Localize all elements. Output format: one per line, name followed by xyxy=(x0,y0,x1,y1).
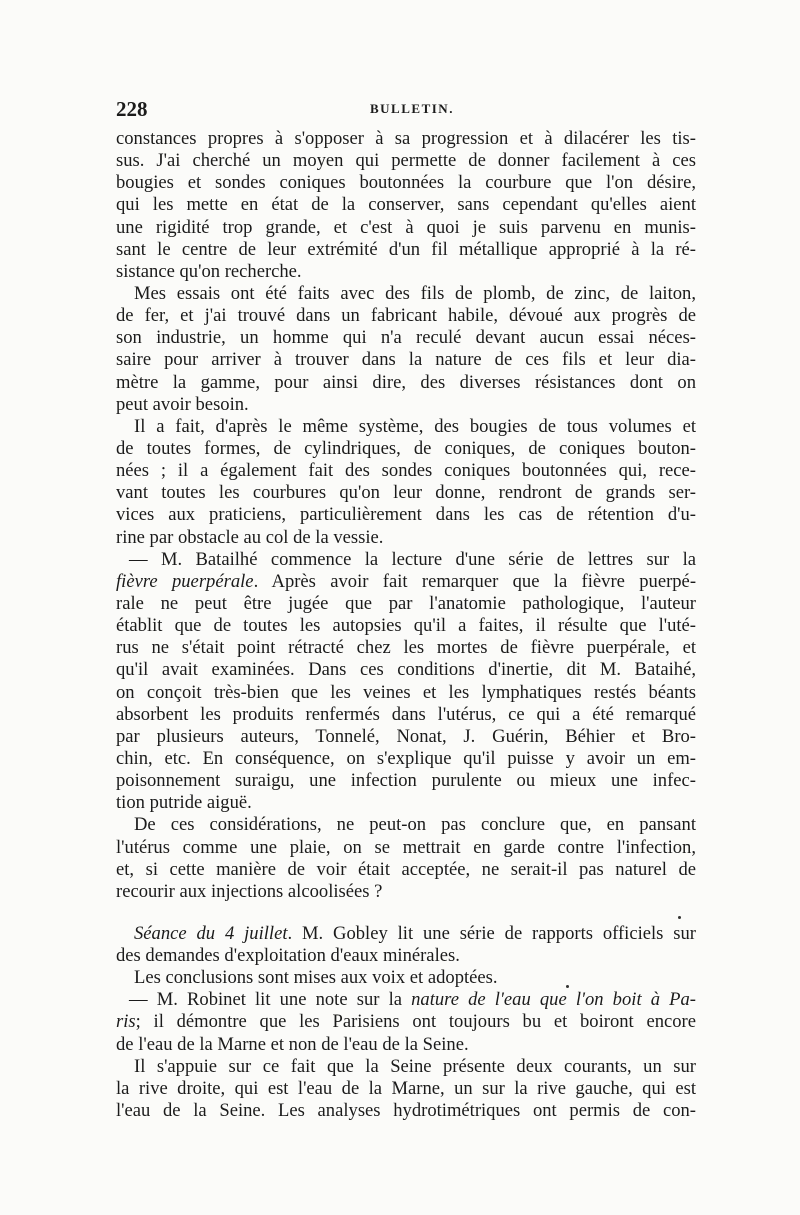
text-line: qu'il avait examinées. Dans ces conditions d'inertie, dit M. Bataihé, xyxy=(116,659,696,681)
text-line: de fer, et j'ai trouvé dans un fabricant habile, dévoué aux progrès de xyxy=(116,305,696,327)
text-line: mètre la gamme, pour ainsi dire, des diverses résistances dont on xyxy=(116,371,696,393)
text-line: bougies et sondes coniques boutonnées la courbure que l'on désire, xyxy=(116,172,696,194)
text-line: ris; il démontre que les Parisiens ont toujours bu et boiront encore xyxy=(116,1011,696,1033)
text-line: constances propres à s'opposer à sa progression et à dilacérer les tis- xyxy=(116,128,696,149)
text-line: sistance qu'on recherche. xyxy=(116,260,302,282)
text-line: Séance du 4 juillet. M. Gobley lit une série de rapports officiels sur xyxy=(134,922,696,944)
text-line: — M. Robinet lit une note sur la nature de l'eau que l'on boit à Pa- xyxy=(129,989,696,1011)
text-line: qui les mette en état de la conserver, sans cependant qu'elles aient xyxy=(116,194,696,216)
text-line: la rive droite, qui est l'eau de la Marne, un sur la rive gauche, qui est xyxy=(116,1077,696,1099)
text-line: une rigidité trop grande, et c'est à quoi je suis parvenu en munis- xyxy=(116,216,696,238)
print-speck xyxy=(678,916,681,919)
text-line: de l'eau de la Marne et non de l'eau de la Seine. xyxy=(116,1033,469,1055)
text-line: par plusieurs auteurs, Tonnelé, Nonat, J. Guérin, Béhier et Bro- xyxy=(116,725,696,747)
text-line: rine par obstacle au col de la vessie. xyxy=(116,526,384,548)
text-line: Il s'appuie sur ce fait que la Seine présente deux courants, un sur xyxy=(134,1055,696,1077)
text-line: de toutes formes, de cylindriques, de coniques, de coniques bouton- xyxy=(116,437,696,459)
page-number: 228 xyxy=(116,97,148,121)
text-line: saire pour arriver à trouver dans la nature de ces fils et leur dia- xyxy=(116,349,696,371)
text-line: son industrie, un homme qui n'a reculé devant aucun essai néces- xyxy=(116,327,696,349)
text-line: l'utérus comme une plaie, on se mettrait en garde contre l'infection, xyxy=(116,836,696,858)
print-speck xyxy=(566,985,569,988)
text-line: sus. J'ai cherché un moyen qui permette de donner facilement à ces xyxy=(116,150,696,172)
body-text xyxy=(116,128,696,1122)
text-line: rale ne peut être jugée que par l'anatomie pathologique, l'auteur xyxy=(116,592,696,614)
text-line: peut avoir besoin. xyxy=(116,393,249,415)
text-line: Les conclusions sont mises aux voix et adoptées. xyxy=(134,967,498,989)
text-line: des demandes d'exploitation d'eaux minérales. xyxy=(116,945,460,967)
text-line: absorbent les produits renfermés dans l'utérus, ce qui a été remarqué xyxy=(116,703,696,725)
text-line: rus ne s'était point rétracté chez les mortes de fièvre puerpérale, et xyxy=(116,637,696,659)
text-line: l'eau de la Seine. Les analyses hydrotimétriques ont permis de con- xyxy=(116,1100,696,1122)
text-line: Il a fait, d'après le même système, des bougies de tous volumes et xyxy=(134,415,696,437)
text-line: tion putride aiguë. xyxy=(116,792,252,814)
page-header xyxy=(116,97,690,121)
text-line: fièvre puerpérale. Après avoir fait remarquer que la fièvre puerpé- xyxy=(116,570,696,592)
text-line: chin, etc. En conséquence, on s'explique qu'il puisse y avoir un em- xyxy=(116,747,696,769)
text-line: vices aux praticiens, particulièrement dans les cas de rétention d'u- xyxy=(116,504,696,526)
running-head: BULLETIN. xyxy=(370,101,454,116)
text-line: et, si cette manière de voir était acceptée, ne serait-il pas naturel de xyxy=(116,858,696,880)
text-line: établit que de toutes les autopsies qu'il a faites, il résulte que l'uté- xyxy=(116,615,696,637)
text-line: — M. Batailhé commence la lecture d'une série de lettres sur la xyxy=(129,548,696,570)
text-line: vant toutes les courbures qu'on leur donne, rendront de grands ser- xyxy=(116,482,696,504)
text-line: nées ; il a également fait des sondes coniques boutonnées qui, rece- xyxy=(116,460,696,482)
text-line: poisonnement suraigu, une infection purulente ou mieux une infec- xyxy=(116,770,696,792)
section-gap xyxy=(116,903,696,923)
text-line: sant le centre de leur extrémité d'un fil métallique approprié à la ré- xyxy=(116,238,696,260)
text-line: on conçoit très-bien que les veines et les lymphatiques restés béants xyxy=(116,681,696,703)
text-line: De ces considérations, ne peut-on pas conclure que, en pansant xyxy=(134,814,696,836)
text-line: recourir aux injections alcoolisées ? xyxy=(116,880,383,902)
text-line: Mes essais ont été faits avec des fils de plomb, de zinc, de laiton, xyxy=(134,282,696,304)
